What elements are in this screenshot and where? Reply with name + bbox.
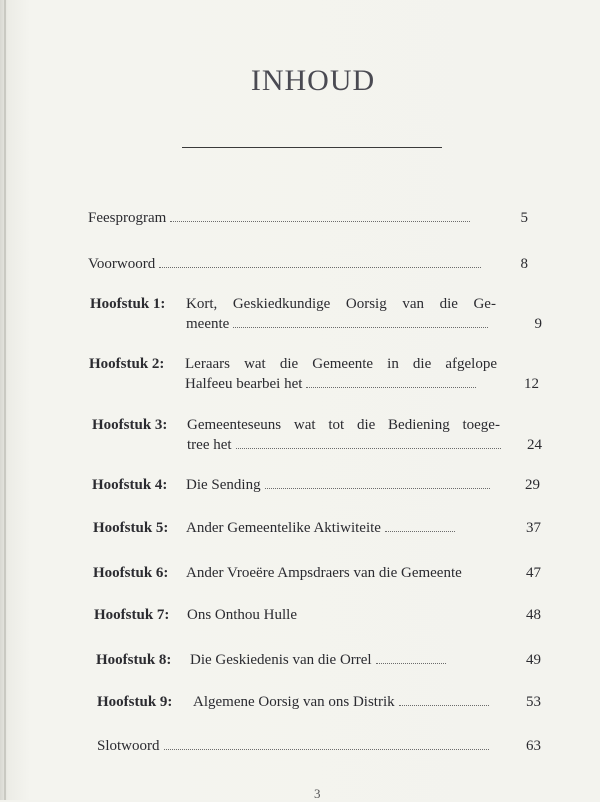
word: wat <box>293 417 316 433</box>
entry-title-line-2 <box>186 314 488 334</box>
chapter-label: Hoofstuk 5: <box>93 520 169 536</box>
chapter-label: Hoofstuk 8: <box>96 652 172 668</box>
entry-title-line <box>186 563 462 583</box>
word: Gemeenteseuns <box>187 417 282 433</box>
chapter-label: Hoofstuk 9: <box>97 694 173 710</box>
dot-leader <box>306 386 476 388</box>
entry-title-line <box>186 475 490 495</box>
entry-title: Die Sending <box>186 477 261 493</box>
entry-page-number: 48 <box>526 607 541 623</box>
dot-leader <box>159 266 481 268</box>
entry-title: Algemene Oorsig van ons Distrik <box>193 694 395 710</box>
entry-title: Slotwoord <box>97 738 160 754</box>
dot-leader <box>236 447 501 449</box>
word: Leraars <box>185 356 230 372</box>
entry-title: Voorwoord <box>88 256 156 272</box>
entry-title-line <box>186 518 455 538</box>
entry-title: Ons Onthou Hulle <box>187 607 297 623</box>
entry-title-line-2 <box>185 374 476 394</box>
entry-title-line <box>193 692 489 712</box>
entry-title: Feesprogram <box>88 210 167 226</box>
word: tot <box>328 417 345 433</box>
dot-leader <box>376 662 446 664</box>
entry-title: meente <box>186 316 230 332</box>
entry-page-number: 12 <box>524 376 539 392</box>
word: Ge- <box>473 296 496 312</box>
word: die <box>356 417 376 433</box>
word: wat <box>244 356 266 372</box>
dot-leader <box>233 326 488 328</box>
chapter-label: Hoofstuk 1: <box>90 296 166 312</box>
word: die <box>439 296 458 312</box>
entry-title: tree het <box>187 437 232 453</box>
entry-title-line <box>187 605 297 625</box>
entry-title: Halfeeu bearbei het <box>185 376 303 392</box>
word: in <box>387 356 399 372</box>
entry-title-line-1 <box>187 415 500 435</box>
toc-entry-text <box>88 208 470 228</box>
word: Bediening <box>388 417 450 433</box>
chapter-label: Hoofstuk 2: <box>89 356 165 372</box>
word: Geskiedkundige <box>232 296 331 312</box>
chapter-label: Hoofstuk 4: <box>92 477 168 493</box>
entry-page-number: 5 <box>520 210 528 226</box>
word: Oorsig <box>345 296 387 312</box>
binding-fold <box>4 0 6 800</box>
word: Gemeente <box>312 356 374 372</box>
page-title: INHOUD <box>250 64 376 97</box>
entry-title: Ander Vroeëre Ampsdraers van die Gemeente <box>186 565 462 581</box>
title-underline <box>182 147 442 148</box>
chapter-label: Hoofstuk 7: <box>94 607 170 623</box>
toc-entry-text <box>97 736 489 756</box>
page-number: 3 <box>314 786 321 801</box>
entry-title: Ander Gemeentelike Aktiwiteite <box>186 520 381 536</box>
entry-title-line-2 <box>187 435 501 455</box>
entry-title-line <box>190 650 446 670</box>
word: toege- <box>462 417 500 433</box>
entry-title-line-1 <box>185 354 497 374</box>
word: afgelope <box>445 356 497 372</box>
entry-page-number: 29 <box>525 477 540 493</box>
entry-page-number: 9 <box>534 316 542 332</box>
word: van <box>402 296 424 312</box>
entry-page-number: 53 <box>526 694 541 710</box>
toc-entry-text <box>88 254 481 274</box>
dot-leader <box>265 487 490 489</box>
word: die <box>279 356 299 372</box>
entry-title: Die Geskiedenis van die Orrel <box>190 652 372 668</box>
entry-page-number: 24 <box>527 437 542 453</box>
word: die <box>412 356 432 372</box>
entry-page-number: 47 <box>526 565 541 581</box>
entry-page-number: 49 <box>526 652 541 668</box>
dot-leader <box>170 220 470 222</box>
entry-page-number: 37 <box>526 520 541 536</box>
dot-leader <box>164 748 489 750</box>
entry-page-number: 63 <box>526 738 541 754</box>
entry-page-number: 8 <box>520 256 528 272</box>
chapter-label: Hoofstuk 6: <box>93 565 169 581</box>
entry-title-line-1 <box>186 294 496 314</box>
chapter-label: Hoofstuk 3: <box>92 417 168 433</box>
dot-leader <box>385 530 455 532</box>
word: Kort, <box>186 296 218 312</box>
dot-leader <box>399 704 489 706</box>
